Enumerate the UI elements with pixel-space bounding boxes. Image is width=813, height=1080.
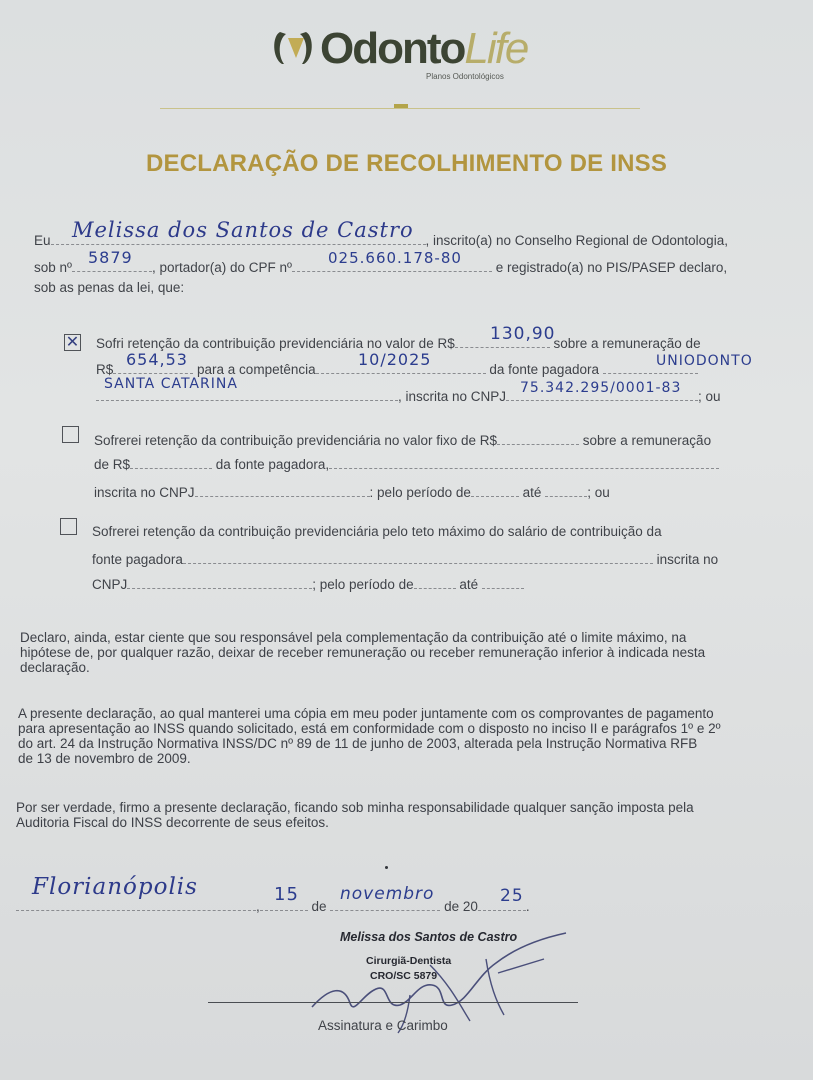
cro-number: 5879 (88, 248, 133, 267)
option-3-line-3: CNPJ ; pelo período de até (92, 574, 524, 592)
stamp-name: Melissa dos Santos de Castro (340, 930, 518, 944)
option-3-line-1: Sofrerei retenção da contribuição previdenciária pelo teto máximo do salário de contribuição da (92, 524, 662, 539)
date-day: 15 (274, 884, 299, 905)
option-1-value: 130,90 (490, 324, 556, 344)
declarant-name: Melissa dos Santos de Castro (72, 218, 414, 242)
signature-line (208, 1002, 578, 1003)
paragraph-affirmation: Por ser verdade, firmo a presente declaração, ficando sob minha responsabilidade qualquer sanção imposta pela Auditoria Fiscal do INSS decorrente de seus efeitos. (16, 800, 694, 830)
cpf-number: 025.660.178-80 (328, 249, 462, 267)
date-month: novembro (340, 884, 435, 904)
option-2-line-3: inscrita no CNPJ : pelo período de até ; ou (94, 482, 610, 500)
option-2-checkbox[interactable] (62, 426, 79, 443)
option-1-checkbox[interactable] (64, 334, 81, 351)
option-1-payer-line-2: SANTA CATARINA (104, 376, 238, 392)
checkbox-x-mark: ✕ (65, 334, 80, 351)
logo-tagline: Planos Odontológicos (426, 72, 504, 81)
option-1-competence: 10/2025 (358, 350, 432, 369)
intro-line-1: Eu , inscrito(a) no Conselho Regional de Odontologia, (34, 230, 728, 248)
option-1-cnpj: 75.342.295/0001-83 (520, 380, 682, 396)
logo-wordmark: OdontoLife (320, 24, 528, 73)
stamp-role: Cirurgiã-Dentista (366, 955, 452, 967)
date-year: 25 (500, 886, 524, 906)
document-title: DECLARAÇÃO DE RECOLHIMENTO DE INSS (145, 150, 668, 177)
option-1-line-2: R$ para a competência da fonte pagadora (96, 359, 698, 377)
signature-label: Assinatura e Carimbo (318, 1018, 448, 1033)
option-1-line-3: , inscrita no CNPJ ; ou (96, 386, 721, 404)
header-divider (160, 108, 640, 109)
option-2-line-1: Sofrerei retenção da contribuição previdenciária no valor fixo de R$ sobre a remuneração (94, 430, 711, 448)
option-2-line-2: de R$ da fonte pagadora, (94, 454, 719, 472)
option-1-payer-line-1: UNIODONTO (656, 353, 753, 369)
company-logo (270, 22, 570, 84)
date-line: , de de 20 . (16, 896, 530, 914)
date-city: Florianópolis (32, 874, 198, 900)
header-divider-accent (394, 104, 408, 108)
tooth-logo-icon (270, 28, 316, 68)
intro-line-2: sob nº , portador(a) do CPF nº e registrado(a) no PIS/PASEP declaro, (34, 257, 727, 275)
option-3-checkbox[interactable] (60, 518, 77, 535)
option-1-line-1: Sofri retenção da contribuição previdenciária no valor de R$ sobre a remuneração de (96, 333, 701, 351)
ink-dot (385, 866, 388, 869)
option-3-line-2: fonte pagadora inscrita no (92, 549, 718, 567)
paragraph-legal: A presente declaração, ao qual manterei uma cópia em meu poder juntamente com os comprovantes de pagamento para apresentação ao INSS quando solicitado, está em conformidade com o disposto no inciso II e parágrafos 1º e 2º do art. 24 da Instrução Normativa INSS/DC nº 89 de 11 de junho de 2003, alterada pela Instrução Normativa RFB de 13 de novembro de 2009. (18, 706, 721, 766)
stamp-cro: CRO/SC 5879 (370, 970, 438, 982)
paragraph-complement: Declaro, ainda, estar ciente que sou responsável pela complementação da contribuição até o limite máximo, na hipótese de, por qualquer razão, deixar de receber remuneração ou receber remuneração inferior à indicada nesta declaração. (20, 630, 706, 675)
intro-line-3: sob as penas da lei, que: (34, 280, 185, 295)
option-1-remuneration: 654,53 (126, 350, 188, 369)
